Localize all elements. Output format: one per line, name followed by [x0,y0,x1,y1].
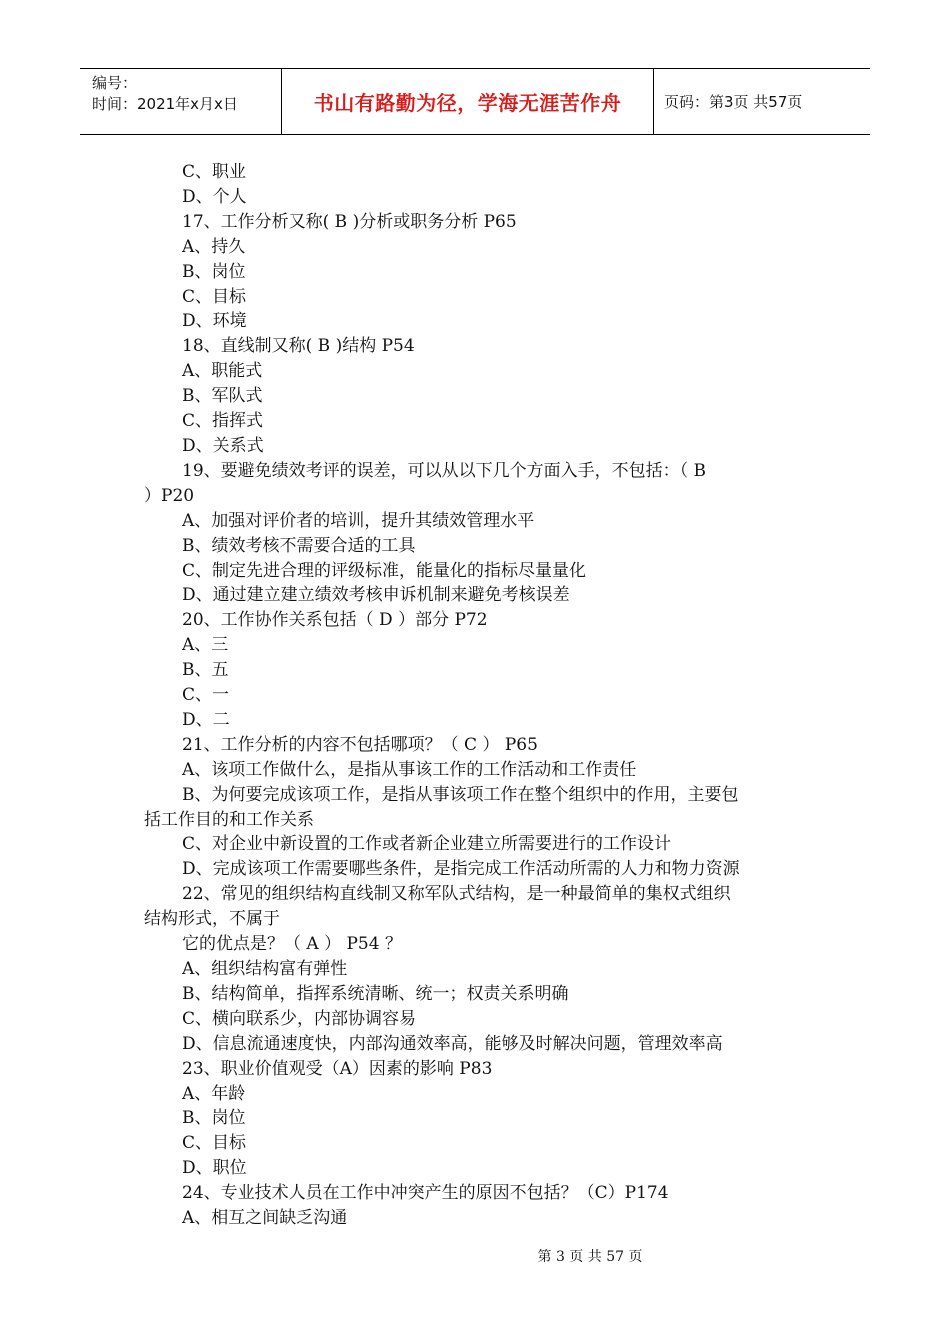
text-line: B、岗位 [182,261,246,282]
text-line: B、军队式 [182,386,263,407]
text-line: D、通过建立建立绩效考核申诉机制来避免考核误差 [182,585,570,606]
text-line: A、持久 [182,236,246,257]
number-label: 编号： [92,74,138,92]
text-line: C、对企业中新设置的工作或者新企业建立所需要进行的工作设计 [182,834,672,855]
text-line: C、职业 [182,162,247,182]
text-line: ）P20 [144,485,195,506]
text-line: 22、常见的组织结构直线制又称军队式结构，是一种最简单的集权式组织 [182,884,731,905]
text-line: D、二 [182,709,230,730]
time-label: 时间：2021年x月x日 [92,95,238,113]
text-line: B、五 [182,660,229,681]
text-line: A、该项工作做什么，是指从事该工作的工作活动和工作责任 [182,759,637,780]
text-line: C、制定先进合理的评级标准，能量化的指标尽量量化 [182,560,587,581]
header-motto: 书山有路勤为径，学海无涯苦作舟 [282,69,654,134]
text-line: D、完成该项工作需要哪些条件，是指完成工作活动所需的人力和物力资源 [182,859,740,880]
text-line: 21、工作分析的内容不包括哪项？（ C ） P65 [182,734,538,755]
text-line: C、横向联系少，内部协调容易 [182,1008,417,1029]
document-body [144,160,824,1231]
header-page-label: 页码：第3页 共57页 [664,93,803,111]
text-line: 结构形式，不属于 [144,909,280,930]
text-line: A、相互之间缺乏沟通 [182,1208,348,1229]
text-line: C、指挥式 [182,411,264,432]
header-meta [80,69,282,134]
text-line: 它的优点是？（ A ） P54 ？ [182,934,402,955]
text-line: D、关系式 [182,435,264,456]
text-line: C、一 [182,685,230,706]
text-line: D、个人 [182,186,247,207]
text-line: A、三 [182,635,229,656]
text-line: D、职位 [182,1158,247,1179]
text-line: 19、要避免绩效考评的误差，可以从以下几个方面入手，不包括：（ B [182,460,707,481]
text-line: D、信息流通速度快，内部沟通效率高，能够及时解决问题，管理效率高 [182,1033,723,1054]
text-line: B、为何要完成该项工作，是指从事该项工作在整个组织中的作用，主要包 [182,784,739,805]
text-line: A、加强对评价者的培训，提升其绩效管理水平 [182,510,535,531]
text-line: 17、工作分析又称( B )分析或职务分析 P65 [182,211,517,232]
text-line: C、目标 [182,286,247,307]
text-line: 24、专业技术人员在工作中冲突产生的原因不包括？（C）P174 [182,1183,669,1204]
text-line: 括工作目的和工作关系 [144,809,314,830]
text-line: D、环境 [182,311,247,332]
text-line: A、年龄 [182,1083,246,1104]
text-line: 20、工作协作关系包括（ D ）部分 P72 [182,610,488,631]
text-line: C、目标 [182,1133,247,1154]
page-footer: 第 3 页 共 57 页 [537,1249,643,1265]
text-line: 18、直线制又称( B )结构 P54 [182,336,415,357]
text-line: 23、职业价值观受（A）因素的影响 P83 [182,1058,493,1079]
text-line: B、结构简单，指挥系统清晰、统一；权责关系明确 [182,983,569,1004]
text-line: B、岗位 [182,1108,246,1129]
text-line: A、组织结构富有弹性 [182,959,348,979]
text-line: A、职能式 [182,361,263,382]
text-line: B、绩效考核不需要合适的工具 [182,535,416,556]
page-header [80,68,870,135]
